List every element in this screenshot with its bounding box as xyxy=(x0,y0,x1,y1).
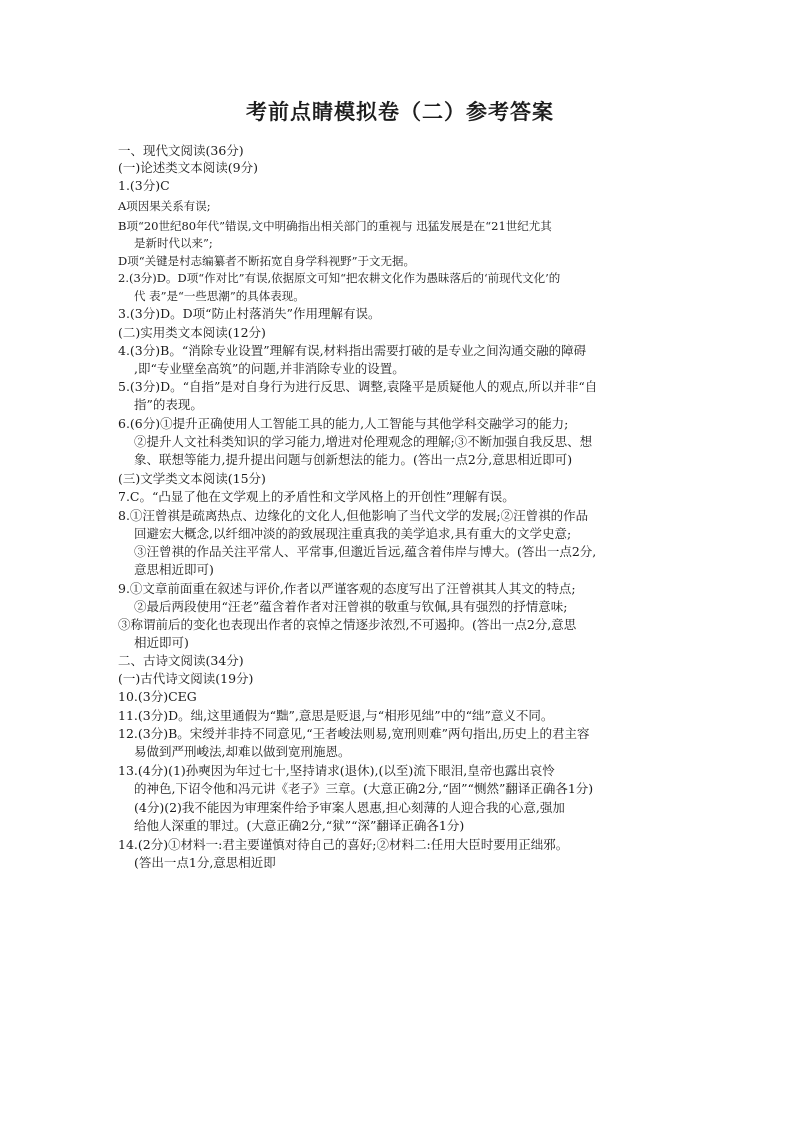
subsection-heading: (一)论述类文本阅读(9分) xyxy=(118,160,258,175)
answer-line: 的神色,下诏令他和冯元讲《老子》三章。(大意正确2分,“固”“恻然”翻译正确各1分) xyxy=(134,781,594,796)
answer-line: 8.①汪曾祺是疏离热点、边缘化的文化人,但他影响了当代文学的发展;②汪曾祺的作品 xyxy=(118,508,589,523)
answer-line: 11.(3分)D。绌,这里通假为“黜”,意思是贬退,与“相形见绌”中的“绌”意义不同。 xyxy=(118,708,554,723)
answer-line: ③称谓前后的变化也表现出作者的哀悼之情逐步浓烈,不可遏抑。(答出一点2分,意思 xyxy=(118,617,577,632)
subsection-heading: (三)文学类文本阅读(15分) xyxy=(118,471,266,486)
answer-line: 3.(3分)D。D项“防止村落消失”作用理解有误。 xyxy=(118,306,381,321)
answer-line: 7.C。“凸显了他在文学观上的矛盾性和文学风格上的开创性”理解有误。 xyxy=(118,489,515,504)
answer-line: 13.(4分)(1)孙奭因为年过七十,坚持请求(退休),(以至)流下眼泪,皇帝也露出哀怜 xyxy=(118,763,555,778)
answer-line: 1.(3分)C xyxy=(118,178,170,193)
answer-line: B项“20世纪80年代”错误,文中明确指出相关部门的重视与 迅猛发展是在“21世纪尤其 xyxy=(118,219,552,233)
answer-line: ②最后两段使用“汪老”蕴含着作者对汪曾祺的敬重与钦佩,具有强烈的抒情意味; xyxy=(134,599,568,614)
answer-line: (答出一点1分,意思相近即 xyxy=(134,855,276,870)
subsection-heading: (二)实用类文本阅读(12分) xyxy=(118,325,266,340)
answer-line: 4.(3分)B。“消除专业设置”理解有误,材料指出需要打破的是专业之间沟通交融的障碍 xyxy=(118,343,587,358)
answer-line: 象、联想等能力,提升提出问题与创新想法的能力。(答出一点2分,意思相近即可) xyxy=(134,452,573,467)
subsection-heading: (一)古代诗文阅读(19分) xyxy=(118,671,254,686)
answer-line: 10.(3分)CEG xyxy=(118,689,197,704)
answer-line: 14.(2分)①材料一:君主要谨慎对待自己的喜好;②材料二:任用大臣时要用正绌邪。 xyxy=(118,837,569,852)
answer-line: ②提升人文社科类知识的学习能力,增进对伦理观念的理解;③不断加强自我反思、想 xyxy=(134,434,593,449)
answer-line: 易做到严刑峻法,却难以做到宽刑施恩。 xyxy=(134,744,351,759)
answer-line: 12.(3分)B。宋绶并非持不同意见,“王者峻法则易,宽刑则难”两句指出,历史上的君主容 xyxy=(118,726,590,741)
answer-line: 代 表”是“一些思潮”的具体表现。 xyxy=(134,289,305,303)
answer-line: (4分)(2)我不能因为审理案件给予审案人恩惠,担心刻薄的人迎合我的心意,强加 xyxy=(134,800,565,815)
answer-line: 意思相近即可) xyxy=(134,562,214,577)
answer-line: ,即“专业壁垒高筑”的问题,并非消除专业的设置。 xyxy=(134,361,405,376)
page-title: 考前点睛模拟卷（二）参考答案 xyxy=(246,100,554,124)
answer-line: 给他人深重的罪过。(大意正确2分,“狱”“深”翻译正确各1分) xyxy=(134,818,465,833)
answer-line: 是新时代以来”; xyxy=(134,236,213,250)
answer-line: 2.(3分)D。D项“作对比”有误,依据原文可知“把农耕文化作为愚昧落后的‘前现代文化’的 xyxy=(118,271,561,285)
answer-line: 9.①文章前面重在叙述与评价,作者以严谨客观的态度写出了汪曾祺其人其文的特点; xyxy=(118,581,576,596)
section-heading: 一、现代文阅读(36分) xyxy=(118,143,244,158)
answer-line: 指”的表现。 xyxy=(134,397,203,412)
answer-line: 回避宏大概念,以纤细冲淡的韵致展现注重真我的美学追求,具有重大的文学史意; xyxy=(134,526,572,541)
answer-line: D项“关键是村志编纂者不断拓宽自身学科视野”于文无据。 xyxy=(118,254,415,268)
answer-line: 相近即可) xyxy=(134,635,189,650)
answer-line: A项因果关系有误; xyxy=(118,199,211,213)
answer-line: 5.(3分)D。“自指”是对自身行为进行反思、调整,袁隆平是质疑他人的观点,所以并非“自 xyxy=(118,379,598,394)
answer-line: ③汪曾祺的作品关注平常人、平常事,但邈近旨远,蕴含着伟岸与博大。(答出一点2分, xyxy=(134,544,597,559)
answer-line: 6.(6分)①提升正确使用人工智能工具的能力,人工智能与其他学科交融学习的能力; xyxy=(118,416,569,431)
section-heading: 二、古诗文阅读(34分) xyxy=(118,653,244,668)
